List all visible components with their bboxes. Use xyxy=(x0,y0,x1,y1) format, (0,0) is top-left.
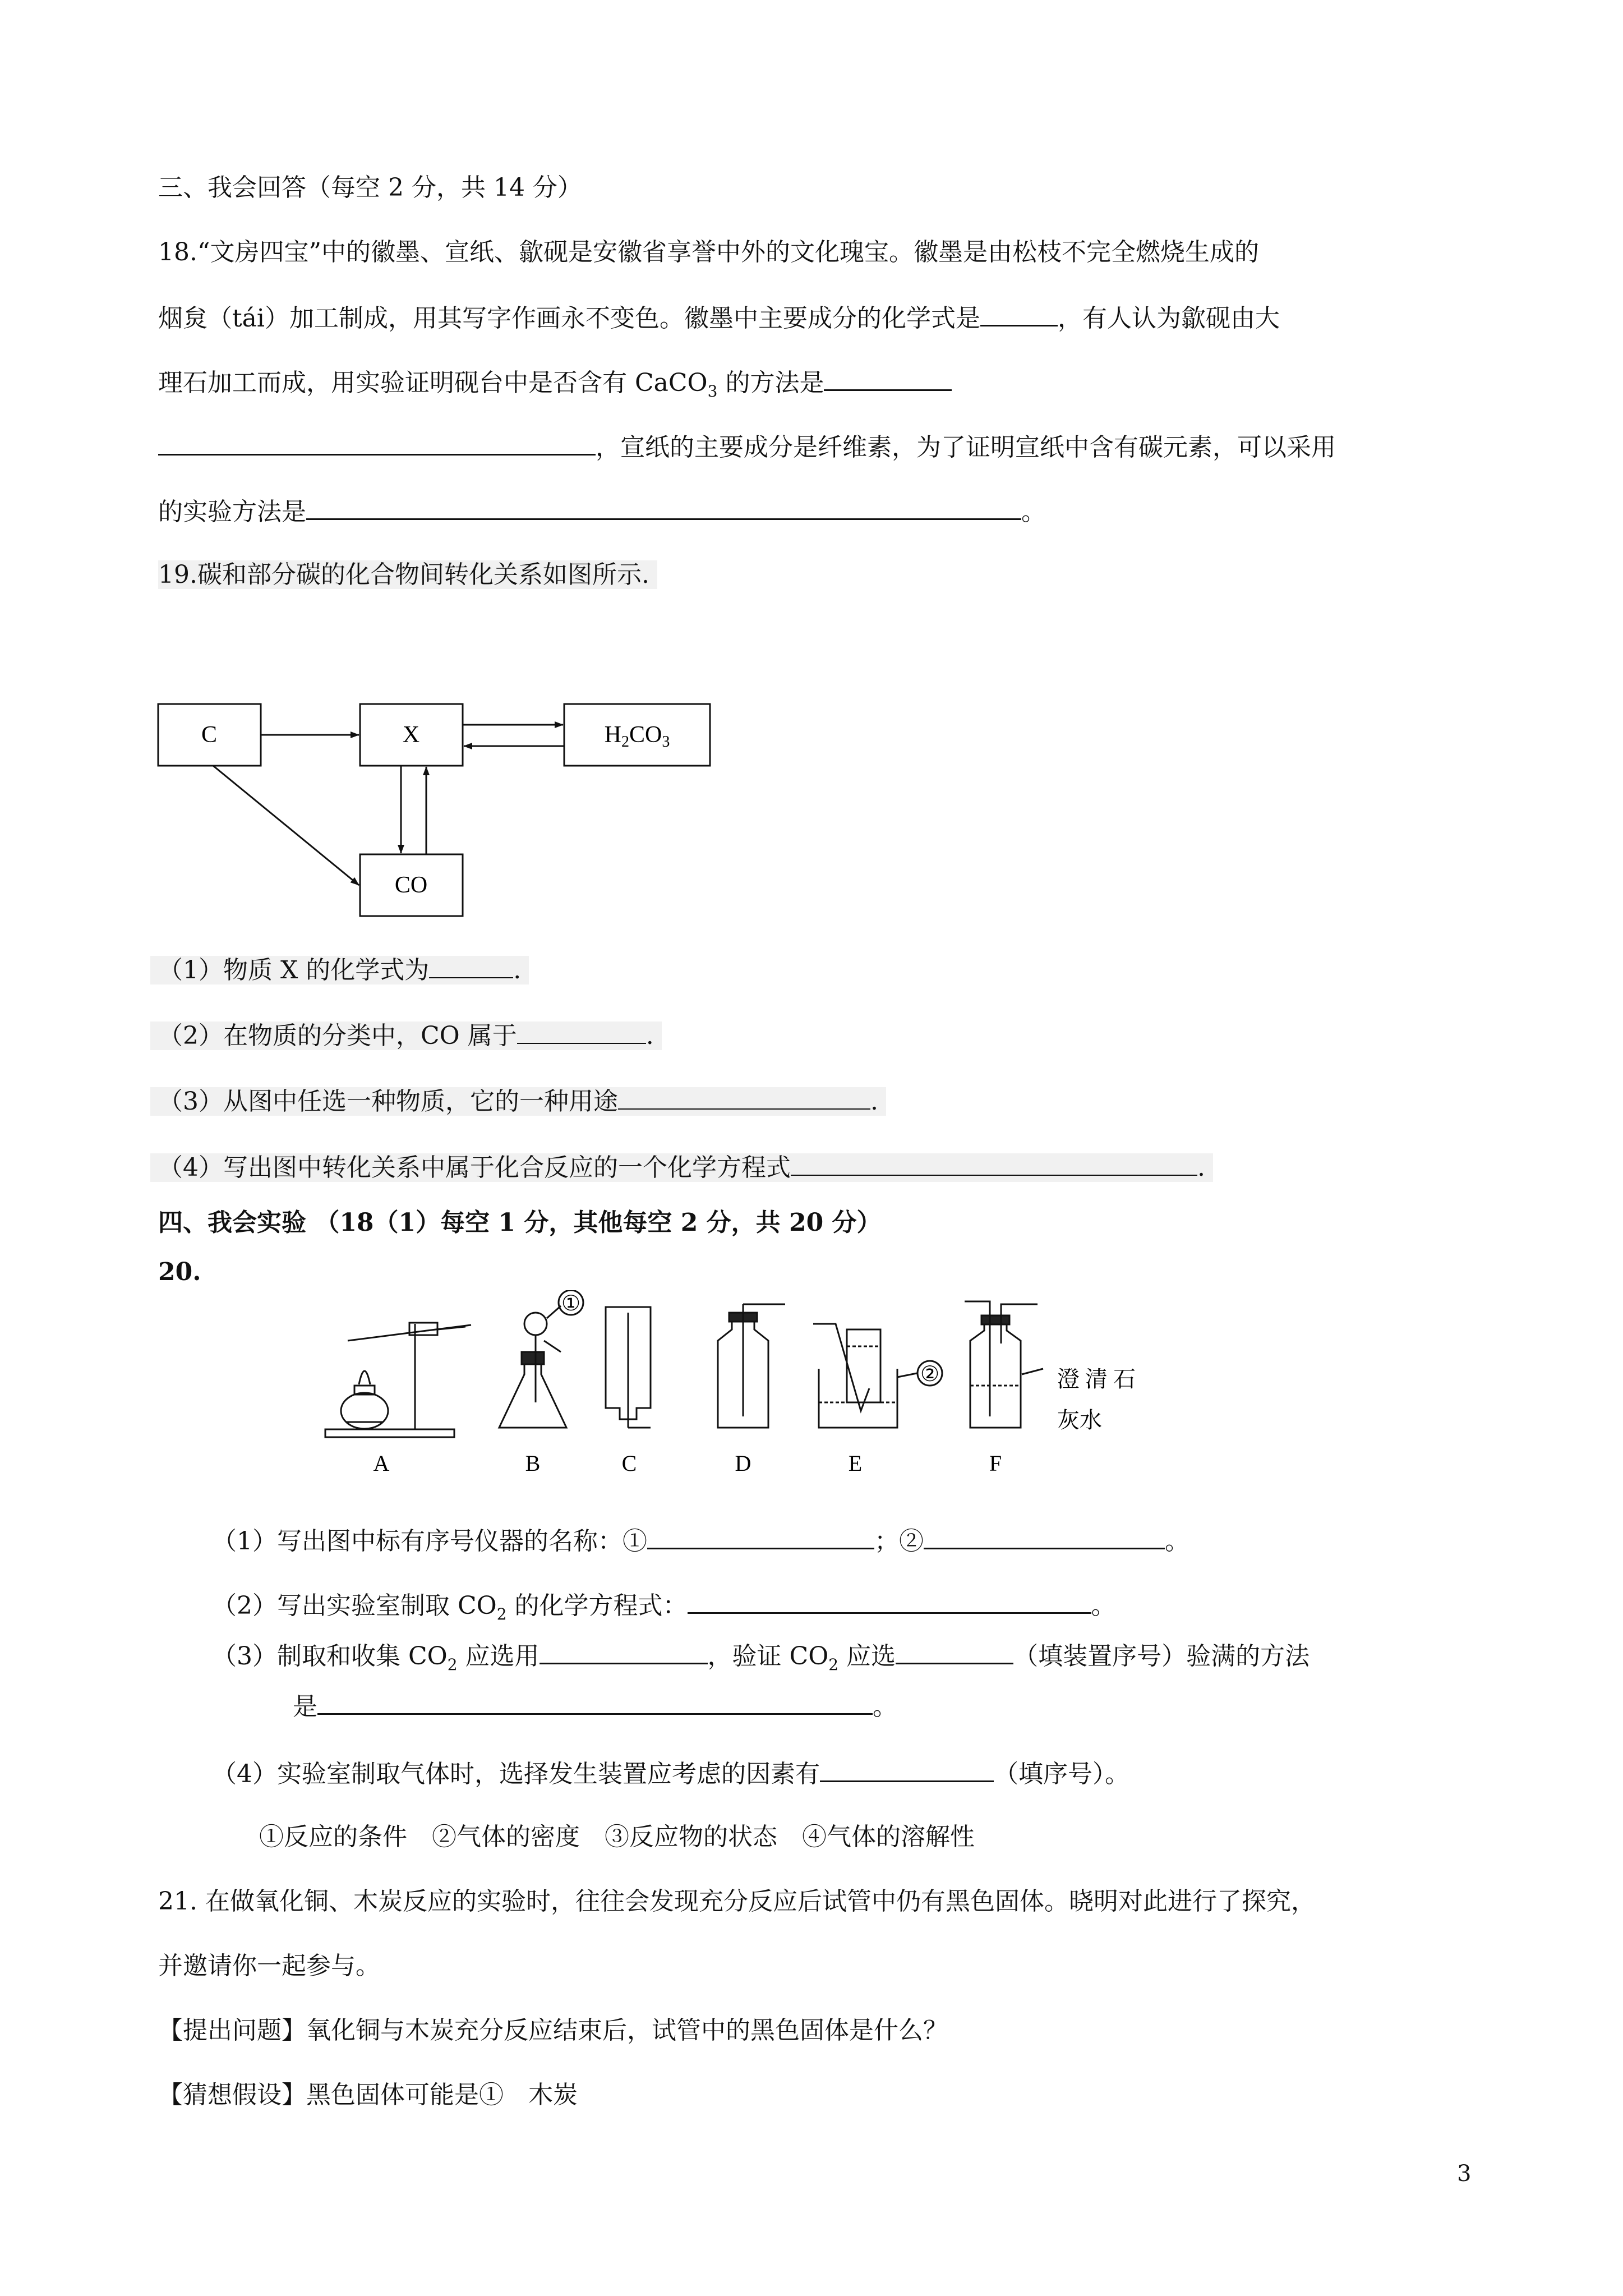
q18-blank-caco3-method[interactable] xyxy=(824,365,952,391)
q18-line-5-text-a: 的实验方法是 xyxy=(158,498,306,526)
q18-blank-ink-formula[interactable] xyxy=(980,300,1058,326)
q20-number: 20. xyxy=(158,1258,201,1286)
q20-blank-full-check-method[interactable] xyxy=(317,1688,873,1715)
apparatus-d xyxy=(718,1304,785,1428)
label-limewater-1: 澄 清 石 xyxy=(1057,1366,1136,1392)
label-co: CO xyxy=(394,872,428,898)
marker-1: ① xyxy=(561,1292,581,1315)
apparatus-figure xyxy=(314,1290,1295,1492)
carbon-conversion-diagram xyxy=(151,696,723,937)
page-number: 3 xyxy=(1457,2161,1472,2187)
q19-part-2: （2）在物质的分类中，CO 属于 . xyxy=(150,1018,662,1053)
q21-line-4: 【猜想假设】黑色固体可能是① 木炭 xyxy=(158,2081,578,2109)
q20-part-3: （3）制取和收集 $CO_2$ 应选用 ，验证 $CO_2$ 应选 （填装置序号）验满的方法 xyxy=(212,1638,1310,1682)
q20-blank-instrument-1[interactable] xyxy=(647,1523,874,1549)
q18-line-3-text-b: 的方法是 xyxy=(717,369,824,397)
q19-blank-co-class[interactable] xyxy=(517,1018,646,1044)
apparatus-f xyxy=(965,1301,1043,1428)
q18-line-2 xyxy=(158,300,1280,335)
q19-blank-use[interactable] xyxy=(618,1084,870,1110)
q18-line-4-text: ，宣纸的主要成分是纤维素，为了证明宣纸中含有碳元素，可以采用 xyxy=(596,433,1336,462)
label-c-apparatus: C xyxy=(621,1451,637,1476)
q19-part-1: （1）物质 X 的化学式为 . xyxy=(150,953,529,987)
apparatus-c xyxy=(606,1307,651,1428)
q18-line-2-text-a: 烟炱（tái）加工制成，用其写字作画永不变色。徽墨中主要成分的化学式是 xyxy=(158,304,980,333)
q18-line-5-text-b: 。 xyxy=(1021,498,1046,526)
label-x: X xyxy=(402,722,420,748)
arrow-c-to-co xyxy=(213,766,359,885)
section-four-heading: 四、我会实验 （18（1）每空 1 分，其他每空 2 分，共 20 分） xyxy=(158,1208,882,1237)
q20-blank-apparatus-choice[interactable] xyxy=(540,1638,708,1664)
q18-line-5 xyxy=(158,494,1046,529)
apparatus-e xyxy=(813,1324,917,1428)
label-d: D xyxy=(735,1451,751,1476)
q18-blank-carbon-method[interactable] xyxy=(306,494,1021,520)
q20-blank-verify-choice[interactable] xyxy=(896,1638,1013,1664)
q20-options: ①反应的条件 ②气体的密度 ③反应物的状态 ④气体的溶解性 xyxy=(259,1823,975,1851)
label-f: F xyxy=(989,1451,1002,1476)
q21-line-1: 21. 在做氧化铜、木炭反应的实验时，往往会发现充分反应后试管中仍有黑色固体。晓明对此进行了探究， xyxy=(158,1887,1316,1916)
q20-part-1: （1）写出图中标有序号仪器的名称：① ；② 。 xyxy=(212,1523,1189,1558)
q18-line-3-text-a: 理石加工而成，用实验证明砚台中是否含有 CaCO xyxy=(158,369,708,397)
label-e: E xyxy=(848,1451,863,1476)
q20-part-4: （4）实验室制取气体时，选择发生装置应考虑的因素有 （填序号）。 xyxy=(212,1756,1129,1791)
q21-line-3: 【提出问题】氧化铜与木炭充分反应结束后，试管中的黑色固体是什么？ xyxy=(158,2016,948,2045)
q19-part-3: （3）从图中任选一种物质，它的一种用途 . xyxy=(150,1084,886,1119)
q20-blank-factors[interactable] xyxy=(820,1756,994,1782)
q18-line-2-text-b: ，有人认为歙砚由大 xyxy=(1057,304,1280,333)
label-b: B xyxy=(525,1451,541,1476)
marker-2: ② xyxy=(920,1363,940,1386)
q19-blank-x-formula[interactable] xyxy=(429,953,513,978)
q18-line-1: 18.“文房四宝”中的徽墨、宣纸、歙砚是安徽省享誉中外的文化瑰宝。徽墨是由松枝不完全燃烧生成的 xyxy=(158,238,1259,266)
q20-blank-co2-equation[interactable] xyxy=(688,1588,1091,1614)
q18-blank-caco3-method-cont[interactable] xyxy=(158,429,596,455)
label-c: C xyxy=(201,722,218,748)
q19-part-4: （4）写出图中转化关系中属于化合反应的一个化学方程式 . xyxy=(150,1150,1213,1185)
q19-intro: 19.碳和部分碳的化合物间转化关系如图所示. xyxy=(158,558,657,592)
apparatus-a xyxy=(325,1323,471,1437)
q21-line-2: 并邀请你一起参与。 xyxy=(158,1952,380,1980)
label-a: A xyxy=(373,1451,390,1476)
q20-blank-instrument-2[interactable] xyxy=(924,1523,1165,1549)
q19-blank-equation[interactable] xyxy=(791,1150,1197,1176)
label-limewater-2: 灰水 xyxy=(1057,1407,1102,1433)
q18-line-4 xyxy=(158,429,1336,464)
section-three-heading: 三、我会回答（每空 2 分，共 14 分） xyxy=(158,173,582,202)
label-h2co3: H2CO3 xyxy=(604,722,670,751)
q18-line-3 xyxy=(158,365,952,408)
q20-part-3-cont: 是 。 xyxy=(293,1688,897,1724)
apparatus-b xyxy=(499,1306,566,1428)
q20-part-2: （2）写出实验室制取 $CO_2$ 的化学方程式： 。 xyxy=(212,1588,1116,1631)
q18-caco3-subscript: 3 xyxy=(707,381,718,401)
